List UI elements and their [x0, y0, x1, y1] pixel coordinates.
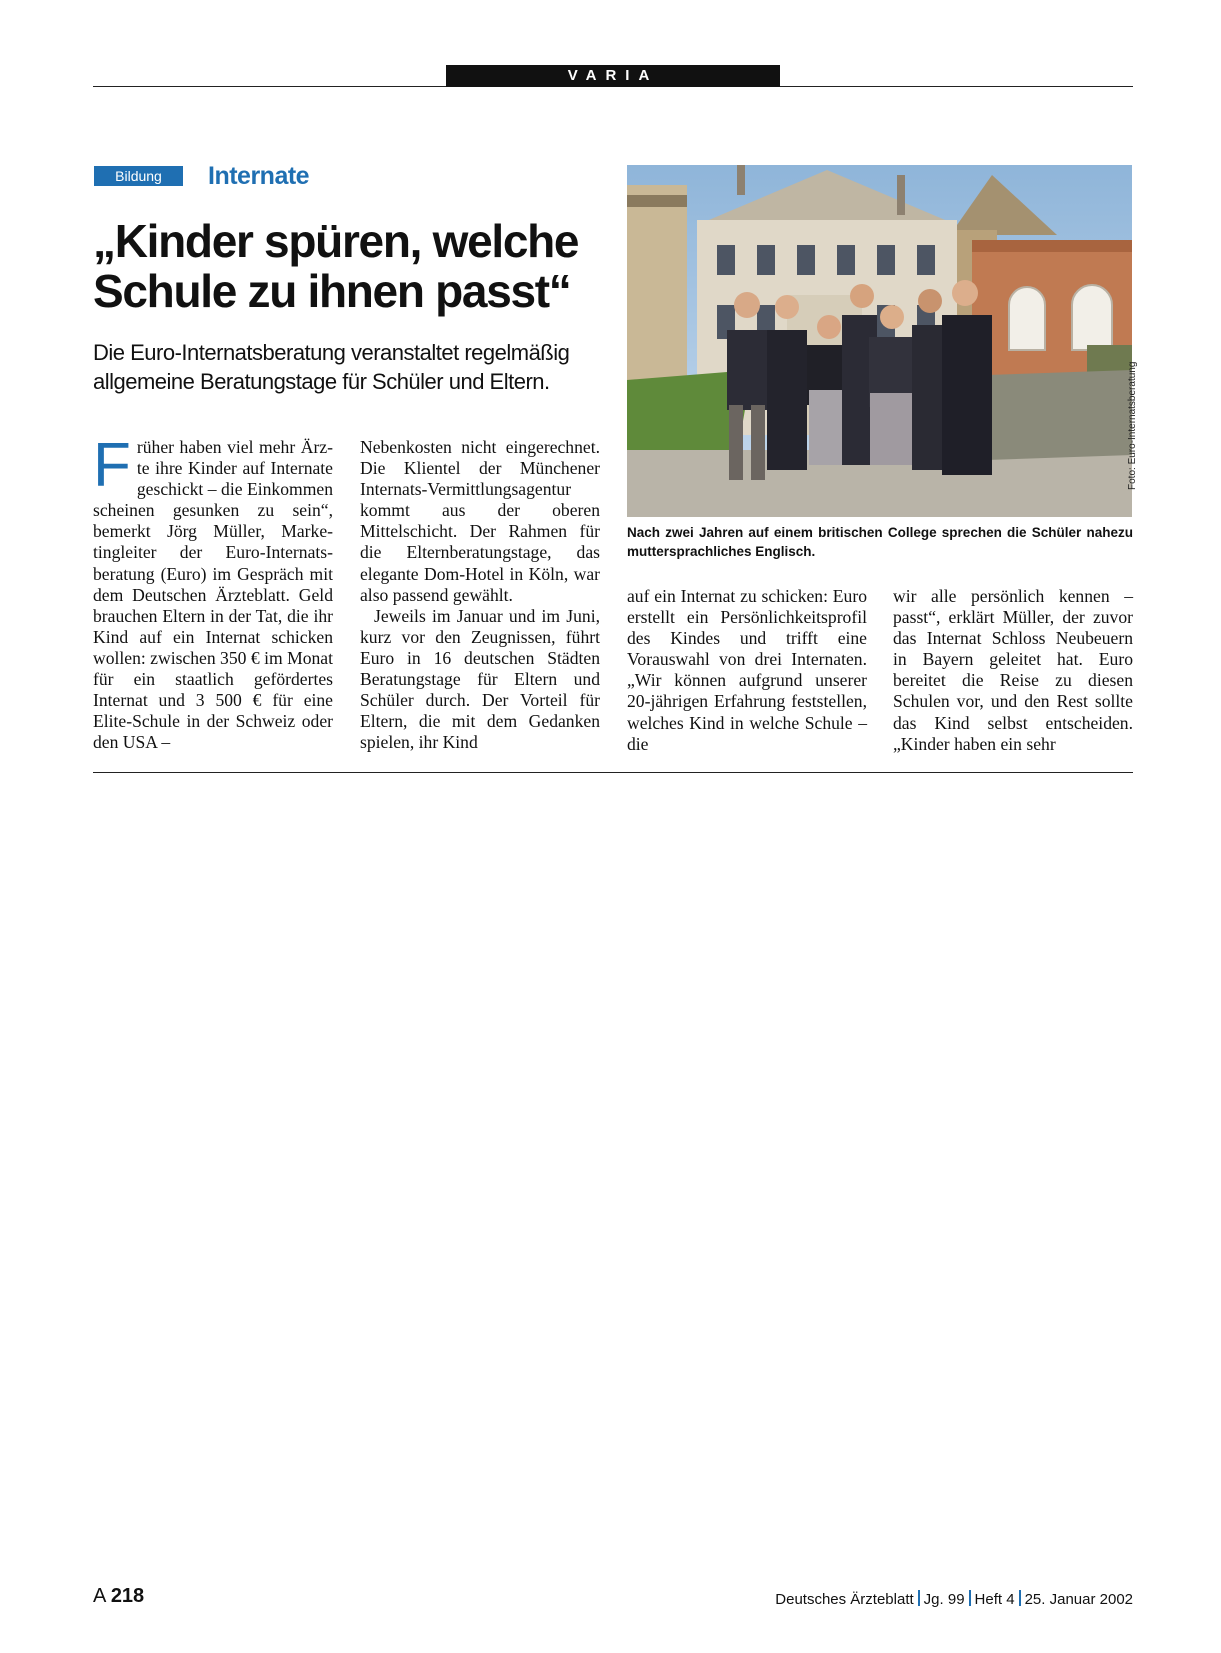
deck: Die Euro-Internatsberatung veranstaltet regelmäßig allgemeine Beratungstage für Schüler und Eltern. [93, 340, 570, 394]
drop-cap: F [93, 431, 131, 500]
body-column-1 [93, 431, 333, 753]
article-photo [627, 165, 1132, 517]
photo-credit: Foto: Euro-Internatsberatung [1127, 361, 1138, 490]
body-column-2 [360, 437, 600, 753]
body-paragraph: Jeweils im Januar und im Juni, kurz vor den Zeugnissen, führt Euro in 16 deutschen Städten Beratungstage für Eltern und Schüler durch. Der Vorteil für Eltern, die mit dem Gedanken spielen, ihr Kind [360, 605, 600, 753]
body-paragraph: wir alle persönlich kennen – passt“, erklärt Müller, der zuvor das Internat Schloss Neubeuern in Bayern geleitet hat. Euro bereitet die Reise zu diesen Schulen vor, und den Rest sollte das Kind selbst entscheiden. „Kinder haben ein sehr [893, 586, 1133, 754]
footer-separator [918, 1590, 920, 1606]
issue: Heft 4 [974, 1591, 1015, 1608]
article-end-rule [93, 772, 1133, 773]
body-paragraph: Nebenkosten nicht eingerechnet. Die Klientel der Münchener Internats-Vermittlungsagentur kommt aus der oberen Mittelschicht. Der Rahmen für die Elternberatungstage, das elegante Dom-Hotel in Köln, war also passend gewählt. [360, 437, 600, 605]
footer-separator [969, 1590, 971, 1606]
section-label: VARIA [446, 65, 780, 87]
journal-name: Deutsches Ärzteblatt [775, 1591, 914, 1608]
body-text: rüher haben viel mehr Ärzte ihre Kinder auf Internate geschickt – die Einkommen scheinen gesunken zu sein“, bemerkt Jörg Müller, Marketingleiter der Euro-Internatsberatung (Euro) im Gespräch mit dem Deutschen Ärzteblatt. Geld brauchen Eltern in der Tat, die ihr Kind auf ein Internat schicken wollen: zwischen 350 € im Monat für ein staatlich gefördertes Internat und 3 500 € für eine Elite-Schule in der Schweiz oder den USA – [93, 437, 333, 753]
footer-separator [1019, 1590, 1021, 1606]
body-paragraph: auf ein Internat zu schicken: Euro erstellt ein Persönlichkeitsprofil des Kindes und trifft eine Vorauswahl von drei Internaten. „Wir können aufgrund unserer 20-jährigen Erfahrung feststellen, welches Kind in welche Schule – die [627, 586, 867, 754]
volume: Jg. 99 [923, 1591, 965, 1608]
body-column-3 [627, 586, 867, 755]
rubric-badge: Bildung [94, 166, 183, 186]
kicker: Internate [208, 162, 310, 190]
photo-caption: Nach zwei Jahren auf einem britischen College sprechen die Schüler nahezu muttersprachliches Englisch. [627, 525, 1133, 559]
headline-line-2: Schule zu ihnen passt“ [93, 265, 571, 317]
headline [93, 216, 613, 316]
body-column-4 [893, 586, 1133, 755]
page-number: 218 [110, 1585, 145, 1607]
school-group-photo-illustration [627, 165, 1132, 517]
page-folio [93, 1585, 144, 1608]
headline-line-1: „Kinder spüren, welche [93, 215, 579, 267]
issue-date: 25. Januar 2002 [1024, 1591, 1133, 1608]
journal-footer [775, 1590, 1133, 1608]
folio-prefix: A [93, 1585, 106, 1607]
